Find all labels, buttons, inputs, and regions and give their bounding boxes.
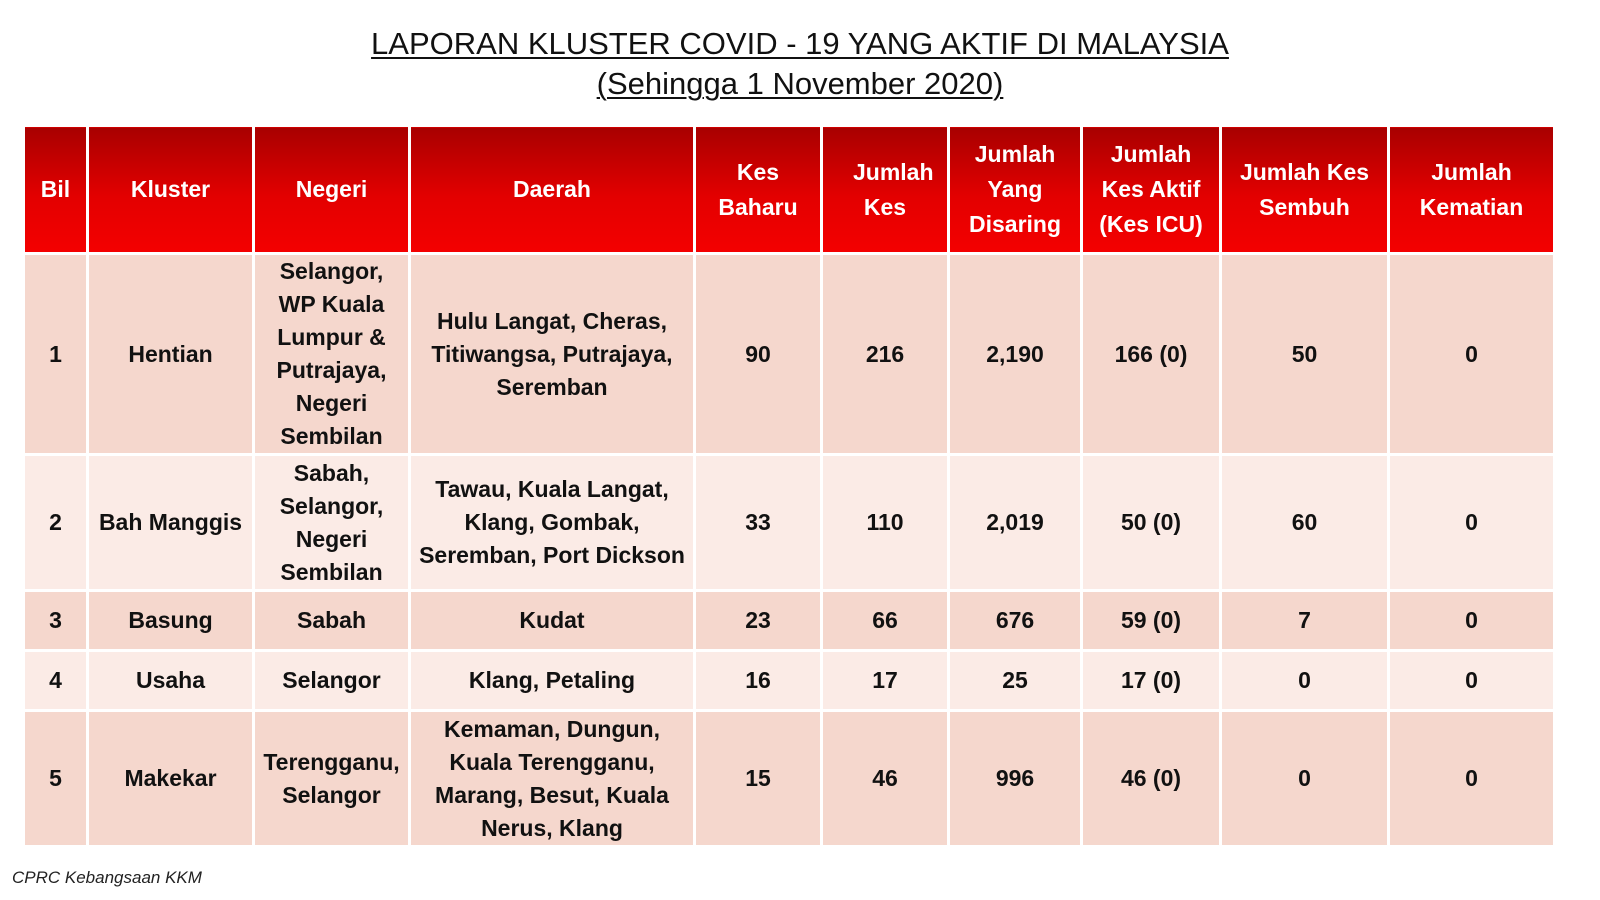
cell-bil: 4	[24, 651, 88, 711]
cell-negeri: Selangor, WP Kuala Lumpur & Putrajaya, Negeri Sembilan	[254, 254, 410, 455]
col-header-daerah: Daerah	[410, 126, 695, 254]
report-title	[0, 24, 1600, 104]
table-row	[24, 591, 1555, 651]
col-header-bil: Bil	[24, 126, 88, 254]
cell-bil: 2	[24, 455, 88, 591]
cell-kluster: Makekar	[88, 711, 254, 847]
table-row	[24, 651, 1555, 711]
cluster-table	[22, 124, 1556, 848]
col-header-kes-sembuh: Jumlah Kes Sembuh	[1221, 126, 1389, 254]
col-header-jumlah-disaring: Jumlah Yang Disaring	[949, 126, 1082, 254]
cell-bil: 3	[24, 591, 88, 651]
cell-kes-baharu: 16	[695, 651, 822, 711]
cell-kematian: 0	[1389, 455, 1555, 591]
cell-negeri: Selangor	[254, 651, 410, 711]
cell-jumlah-disaring: 996	[949, 711, 1082, 847]
cell-daerah: Klang, Petaling	[410, 651, 695, 711]
cell-kes-sembuh: 0	[1221, 711, 1389, 847]
cell-kluster: Usaha	[88, 651, 254, 711]
cell-negeri: Sabah, Selangor, Negeri Sembilan	[254, 455, 410, 591]
cell-jumlah-disaring: 676	[949, 591, 1082, 651]
cell-jumlah-kes: 46	[822, 711, 949, 847]
cell-daerah: Kemaman, Dungun, Kuala Terengganu, Marang, Besut, Kuala Nerus, Klang	[410, 711, 695, 847]
cell-jumlah-disaring: 2,019	[949, 455, 1082, 591]
cell-kes-baharu: 23	[695, 591, 822, 651]
table-header-row	[24, 126, 1555, 254]
cell-kes-aktif: 17 (0)	[1082, 651, 1221, 711]
cell-kluster: Basung	[88, 591, 254, 651]
cell-kematian: 0	[1389, 591, 1555, 651]
cell-kes-sembuh: 7	[1221, 591, 1389, 651]
table-row	[24, 455, 1555, 591]
cell-bil: 1	[24, 254, 88, 455]
cell-kematian: 0	[1389, 254, 1555, 455]
col-header-kematian: Jumlah Kematian	[1389, 126, 1555, 254]
cell-kes-sembuh: 0	[1221, 651, 1389, 711]
cell-bil: 5	[24, 711, 88, 847]
cell-jumlah-kes: 216	[822, 254, 949, 455]
cell-negeri: Sabah	[254, 591, 410, 651]
cell-kes-sembuh: 50	[1221, 254, 1389, 455]
cell-daerah: Kudat	[410, 591, 695, 651]
col-header-kes-baharu: Kes Baharu	[695, 126, 822, 254]
cell-kes-aktif: 166 (0)	[1082, 254, 1221, 455]
col-header-negeri: Negeri	[254, 126, 410, 254]
cell-jumlah-kes: 110	[822, 455, 949, 591]
table-row	[24, 254, 1555, 455]
cell-kematian: 0	[1389, 651, 1555, 711]
cell-daerah: Tawau, Kuala Langat, Klang, Gombak, Seremban, Port Dickson	[410, 455, 695, 591]
cell-kes-baharu: 33	[695, 455, 822, 591]
cell-kematian: 0	[1389, 711, 1555, 847]
cell-kes-aktif: 50 (0)	[1082, 455, 1221, 591]
cell-jumlah-kes: 66	[822, 591, 949, 651]
cell-negeri: Terengganu, Selangor	[254, 711, 410, 847]
source-note: CPRC Kebangsaan KKM	[12, 868, 202, 887]
cell-daerah: Hulu Langat, Cheras, Titiwangsa, Putrajaya, Seremban	[410, 254, 695, 455]
cell-jumlah-disaring: 25	[949, 651, 1082, 711]
cell-jumlah-disaring: 2,190	[949, 254, 1082, 455]
cell-kes-sembuh: 60	[1221, 455, 1389, 591]
cell-kluster: Bah Manggis	[88, 455, 254, 591]
col-header-kes-aktif: Jumlah Kes Aktif (Kes ICU)	[1082, 126, 1221, 254]
cell-kes-aktif: 59 (0)	[1082, 591, 1221, 651]
cell-kes-baharu: 15	[695, 711, 822, 847]
cell-jumlah-kes: 17	[822, 651, 949, 711]
col-header-jumlah-kes: Jumlah Kes	[822, 126, 949, 254]
cell-kes-aktif: 46 (0)	[1082, 711, 1221, 847]
cell-kes-baharu: 90	[695, 254, 822, 455]
title-line-2: (Sehingga 1 November 2020)	[596, 66, 1004, 101]
col-header-kluster: Kluster	[88, 126, 254, 254]
cell-kluster: Hentian	[88, 254, 254, 455]
table-row	[24, 711, 1555, 847]
title-line-1: LAPORAN KLUSTER COVID - 19 YANG AKTIF DI MALAYSIA	[371, 26, 1229, 61]
